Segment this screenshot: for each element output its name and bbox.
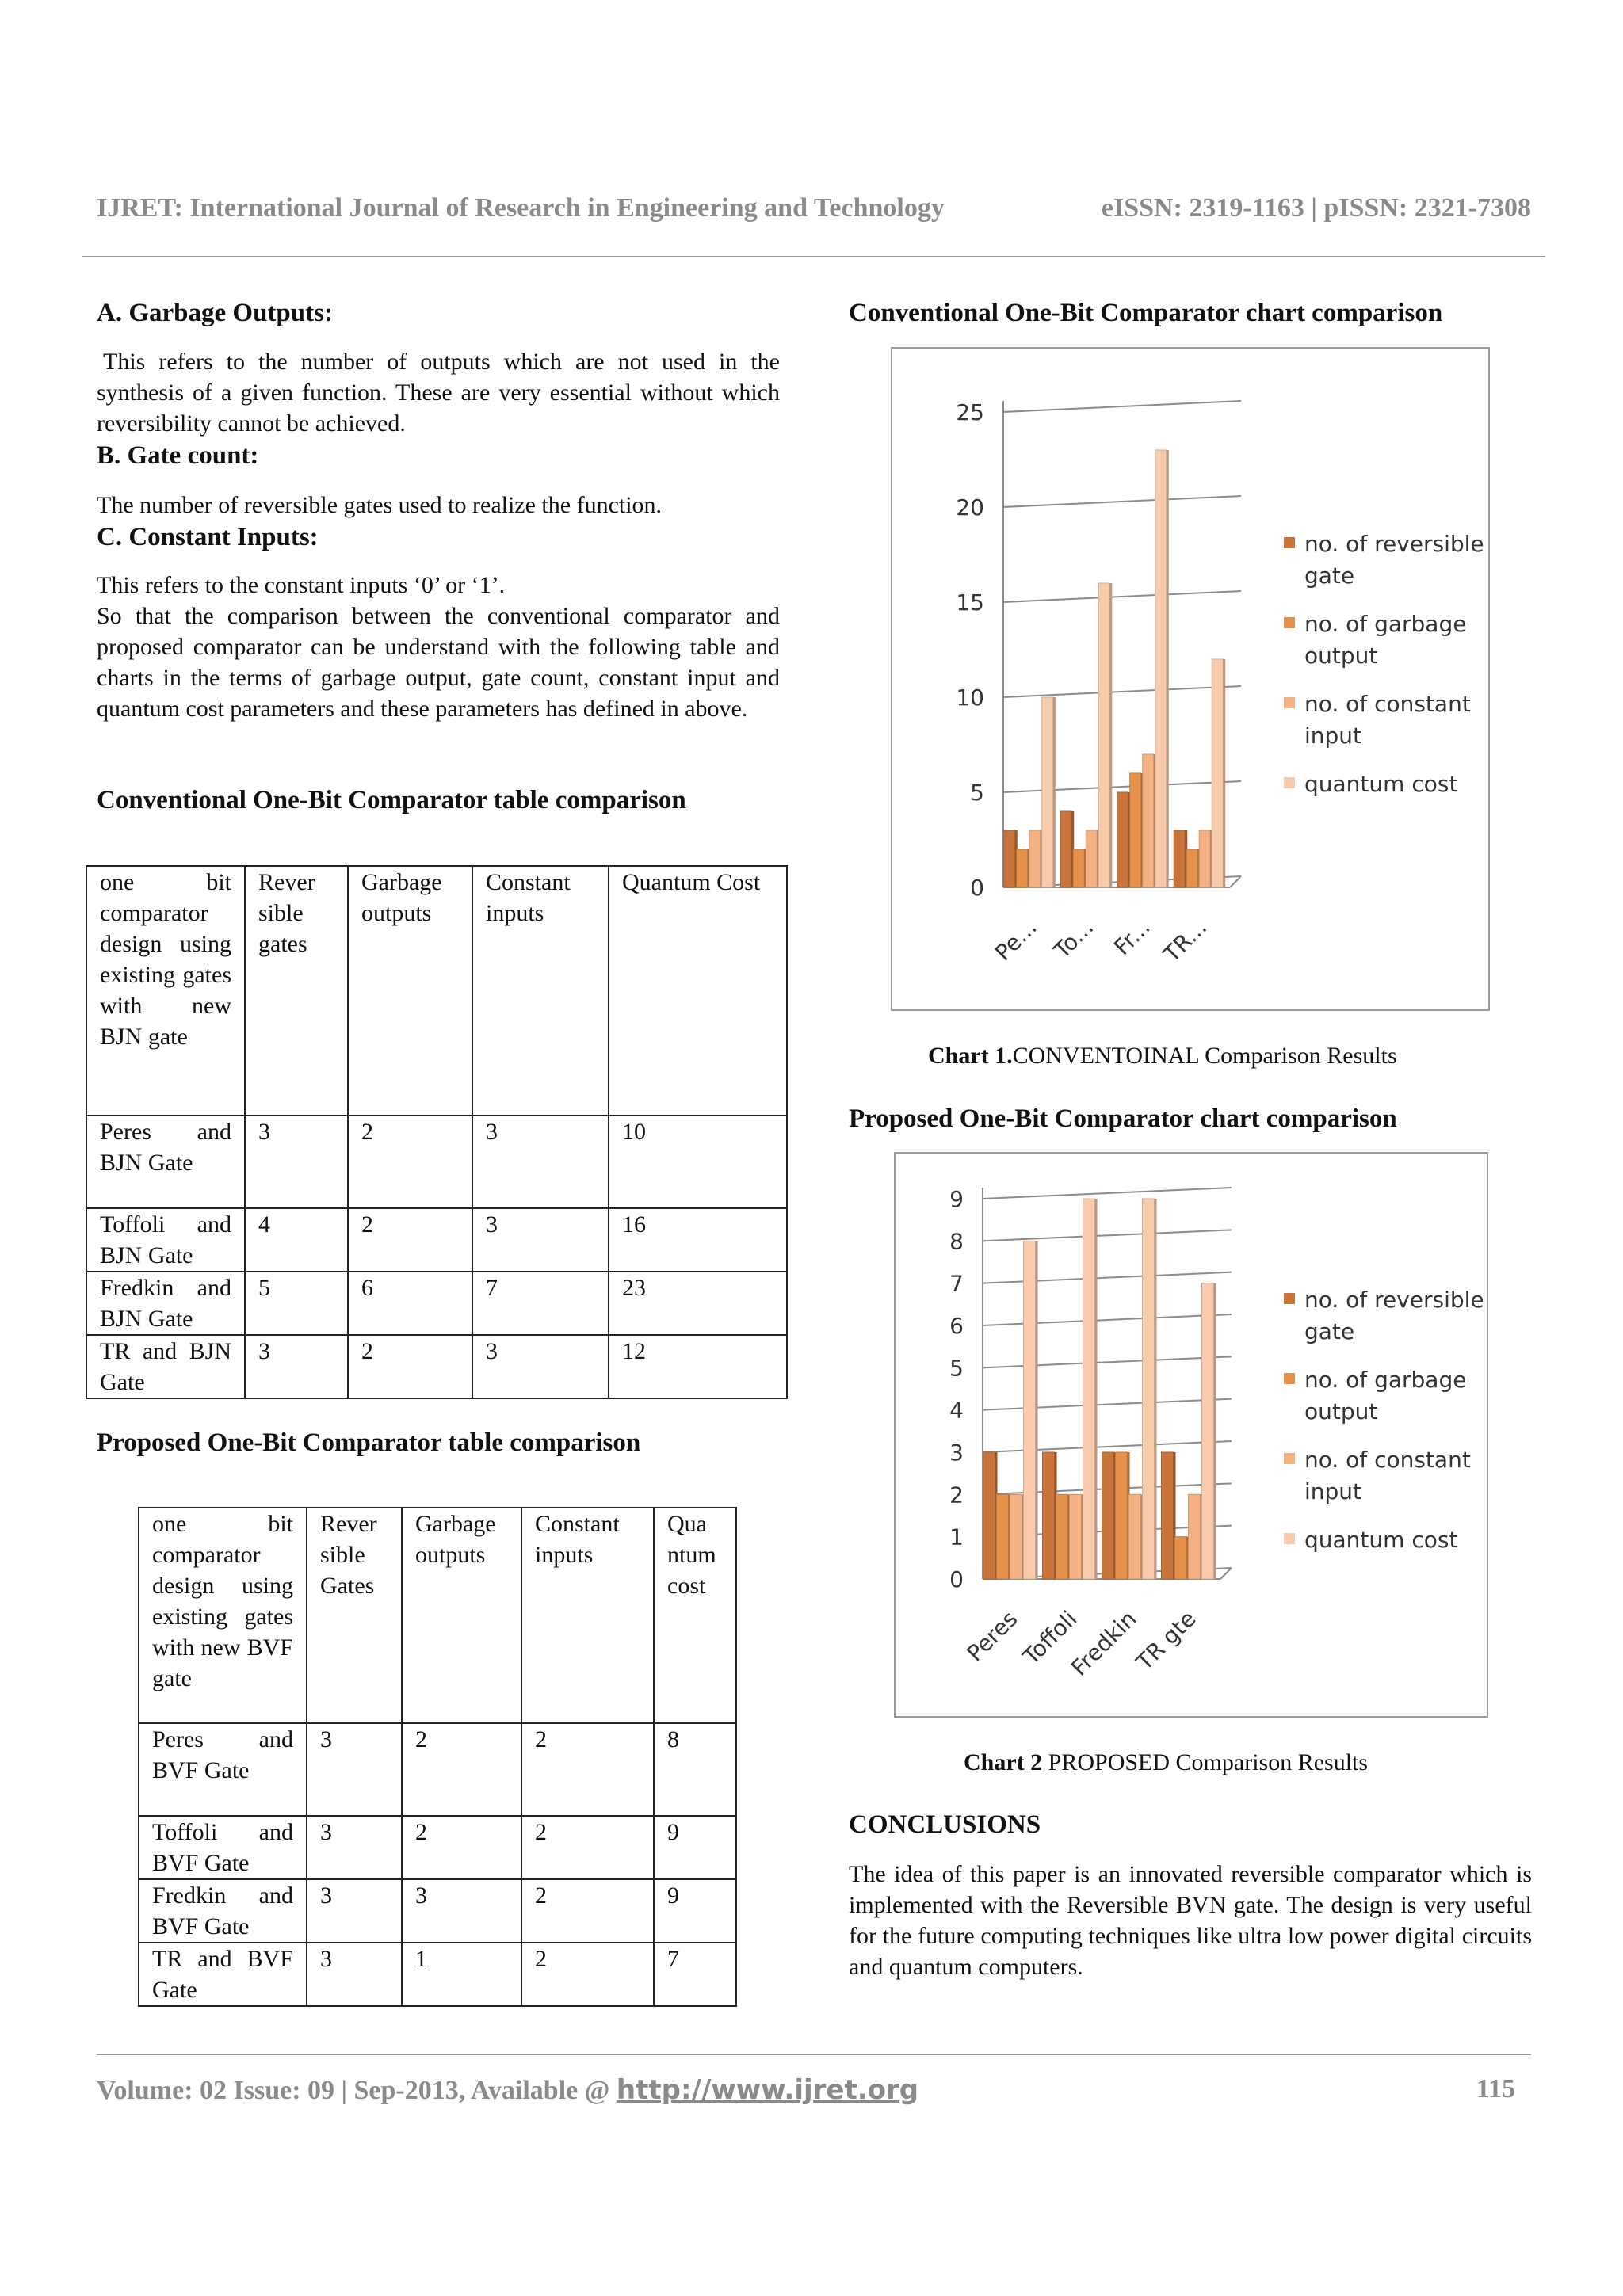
table-cell: 6: [348, 1272, 472, 1335]
table-header-cell: Garbage outputs: [348, 866, 472, 1116]
y-tick-label: 6: [949, 1313, 964, 1339]
table-cell: 9: [654, 1816, 736, 1879]
table-cell: 2: [348, 1116, 472, 1208]
table-cell: 3: [472, 1208, 609, 1272]
table-header-cell: Quantum Cost: [609, 866, 787, 1116]
table-row: [86, 1335, 787, 1398]
table-cell: 5: [245, 1272, 348, 1335]
y-tick-label: 5: [970, 780, 984, 806]
legend-swatch: [1284, 1293, 1295, 1304]
chart1-caption-text: CONVENTOINAL Comparison Results: [1012, 1043, 1397, 1069]
chart1-svg: [892, 349, 1488, 1009]
bar: [1086, 830, 1097, 887]
conclusions-text: The idea of this paper is an innovated reversible comparator which is implemented with the Reversible BVN gate. The design is very useful for the future computing techniques like ultra low power digital circuits and quantum computers.: [849, 1861, 1532, 1980]
table-cell: Toffoli and BJN Gate: [86, 1208, 245, 1272]
table-cell: 4: [245, 1208, 348, 1272]
chart1-caption-label: Chart 1.: [928, 1043, 1013, 1069]
table-cell: 2: [521, 1723, 654, 1816]
legend-label: quantum cost: [1304, 771, 1458, 797]
journal-issn: eISSN: 2319-1163 | pISSN: 2321-7308: [1101, 193, 1531, 223]
gridline: [983, 1441, 1232, 1452]
bar-side: [1053, 697, 1056, 887]
bar: [1017, 849, 1028, 887]
gridline: [1003, 496, 1241, 507]
footer-volume: [97, 2074, 918, 2106]
bar: [1162, 1452, 1174, 1579]
legend-swatch: [1284, 1453, 1295, 1464]
gridline: [983, 1356, 1232, 1367]
gridline: [1003, 781, 1241, 792]
table-cell: 2: [521, 1879, 654, 1943]
x-tick-label: Fr...: [1109, 913, 1155, 961]
chart1-title: Conventional One-Bit Comparator chart comparison: [849, 299, 1443, 327]
proposed-table: [138, 1507, 737, 2007]
conventional-table: [86, 865, 788, 1399]
table-header-cell: Rever sible Gates: [307, 1508, 402, 1723]
legend-label: output: [1304, 643, 1378, 669]
table-cell: 1: [402, 1943, 521, 2006]
table-row: [86, 1272, 787, 1335]
bar: [1186, 849, 1197, 887]
section-c-text-1: This refers to the constant inputs ‘0’ or ‘1’.: [97, 572, 506, 598]
x-tick-label: TR...: [1158, 913, 1212, 967]
gridline: [1003, 686, 1241, 697]
table-cell: 3: [307, 1816, 402, 1879]
table-cell: 2: [521, 1943, 654, 2006]
conclusions-title: CONCLUSIONS: [849, 1810, 1041, 1839]
table-cell: Toffoli and BVF Gate: [139, 1816, 307, 1879]
chart2-title: Proposed One-Bit Comparator chart comparison: [849, 1104, 1397, 1133]
footer-rule: [97, 2054, 1531, 2055]
x-tick-label: Toffoli: [1018, 1605, 1083, 1670]
table-row: [86, 1116, 787, 1208]
bar: [1042, 697, 1053, 887]
y-tick-label: 10: [956, 685, 984, 711]
legend-swatch: [1284, 537, 1295, 548]
journal-link[interactable]: http://www.ijret.org: [616, 2074, 919, 2106]
legend-label: no. of constant: [1304, 691, 1471, 717]
bar: [1098, 583, 1109, 887]
bar: [983, 1452, 995, 1579]
x-axis-depth: [1220, 1568, 1232, 1579]
bar: [1010, 1494, 1022, 1579]
page-number: 115: [1476, 2074, 1515, 2103]
x-tick-label: Peres: [961, 1605, 1023, 1667]
running-footer: [97, 2074, 1515, 2106]
section-b-text: The number of reversible gates used to realize the function.: [97, 492, 663, 518]
section-a-title: A. Garbage Outputs:: [97, 299, 333, 327]
bar: [1143, 754, 1154, 887]
bar: [1083, 1199, 1095, 1579]
table-header-cell: Constant inputs: [472, 866, 609, 1116]
table-cell: 2: [348, 1335, 472, 1398]
table-header-cell: Garbage outputs: [402, 1508, 521, 1723]
y-tick-label: 8: [949, 1228, 964, 1255]
y-tick-label: 3: [949, 1440, 964, 1466]
gridline: [1003, 401, 1241, 412]
table-header-row: [86, 866, 787, 1116]
bar: [1102, 1452, 1114, 1579]
bar: [1073, 849, 1084, 887]
bar: [1212, 659, 1223, 887]
table-cell: 12: [609, 1335, 787, 1398]
chart1-caption: [928, 1043, 1397, 1070]
x-tick-label: To...: [1048, 913, 1099, 964]
table-cell: Fredkin and BJN Gate: [86, 1272, 245, 1335]
bar-side: [1109, 583, 1112, 887]
table-header-row: [139, 1508, 736, 1723]
bar-side: [1167, 450, 1169, 887]
bar: [1199, 830, 1210, 887]
bar: [1029, 830, 1041, 887]
bar-side: [1223, 659, 1225, 887]
table-row: [139, 1943, 736, 2006]
legend-label: quantum cost: [1304, 1527, 1458, 1553]
table-cell: TR and BVF Gate: [139, 1943, 307, 2006]
table-row: [139, 1723, 736, 1816]
bar: [1155, 450, 1167, 887]
table-header-cell: Qua ntum cost: [654, 1508, 736, 1723]
table-row: [86, 1208, 787, 1272]
running-header: [97, 193, 1531, 223]
table-cell: 7: [472, 1272, 609, 1335]
legend-swatch: [1284, 617, 1295, 628]
table-cell: 23: [609, 1272, 787, 1335]
chart2-caption-text: PROPOSED Comparison Results: [1042, 1749, 1369, 1775]
table-cell: Peres and BJN Gate: [86, 1116, 245, 1208]
bar: [1202, 1283, 1214, 1579]
section-c-title: C. Constant Inputs:: [97, 523, 319, 551]
x-axis-depth: [1230, 876, 1241, 887]
y-tick-label: 4: [949, 1397, 964, 1424]
legend-label: gate: [1304, 1318, 1355, 1344]
legend-swatch: [1284, 1373, 1295, 1384]
chart2-frame: [894, 1152, 1488, 1718]
gridline: [983, 1188, 1232, 1199]
gridline: [983, 1314, 1232, 1325]
table-cell: 10: [609, 1116, 787, 1208]
table-cell: 3: [245, 1116, 348, 1208]
table-cell: 3: [307, 1943, 402, 2006]
table2-title: Proposed One-Bit Comparator table comparison: [97, 1428, 641, 1457]
bar: [1004, 830, 1015, 887]
y-tick-label: 25: [956, 399, 984, 425]
table-cell: 16: [609, 1208, 787, 1272]
y-tick-label: 15: [956, 589, 984, 616]
table-cell: 3: [307, 1723, 402, 1816]
table-header-cell: one bit comparator design using existing gates with new BJN gate: [86, 866, 245, 1116]
y-tick-label: 9: [949, 1186, 964, 1212]
gridline: [983, 1230, 1232, 1241]
table1-title: Conventional One-Bit Comparator table comparison: [97, 786, 686, 814]
bar: [1070, 1494, 1082, 1579]
legend-label: no. of garbage: [1304, 1367, 1467, 1393]
y-tick-label: 0: [949, 1566, 964, 1592]
chart2-svg: [896, 1154, 1487, 1716]
table-row: [139, 1879, 736, 1943]
bar-side: [1214, 1283, 1216, 1579]
table-cell: 3: [472, 1116, 609, 1208]
table-cell: 3: [472, 1335, 609, 1398]
section-c-text-2: So that the comparison between the conventional comparator and proposed comparator can be understand with the following table and charts in the terms of garbage output, gate count, constant input and quantum cost parameters and these parameters has defined in above.: [97, 603, 780, 722]
y-tick-label: 7: [949, 1270, 964, 1297]
chart2-caption: [964, 1749, 1368, 1776]
table-cell: Peres and BVF Gate: [139, 1723, 307, 1816]
legend-label: input: [1304, 1478, 1362, 1505]
section-b-title: B. Gate count:: [97, 441, 259, 470]
table-cell: 9: [654, 1879, 736, 1943]
bar: [1056, 1494, 1068, 1579]
bar: [1043, 1452, 1055, 1579]
y-tick-label: 5: [949, 1355, 964, 1382]
legend-label: no. of garbage: [1304, 611, 1467, 637]
y-tick-label: 20: [956, 494, 984, 521]
chart2-caption-label: Chart 2: [964, 1749, 1043, 1775]
x-tick-label: Pe...: [990, 913, 1042, 967]
table-cell: 3: [245, 1335, 348, 1398]
bar: [1175, 1537, 1187, 1579]
table-cell: 2: [402, 1816, 521, 1879]
legend-label: no. of constant: [1304, 1447, 1471, 1473]
bar: [1060, 811, 1071, 887]
bar: [1189, 1494, 1201, 1579]
chart1-frame: [891, 347, 1490, 1011]
table-cell: 2: [521, 1816, 654, 1879]
table-cell: 2: [348, 1208, 472, 1272]
bar-side: [1095, 1199, 1098, 1579]
table-header-cell: Rever sible gates: [245, 866, 348, 1116]
table-cell: 8: [654, 1723, 736, 1816]
footer-volume-text: Volume: 02 Issue: 09 | Sep-2013, Available @: [97, 2076, 617, 2105]
legend-label: no. of reversible: [1304, 531, 1484, 557]
y-tick-label: 1: [949, 1524, 964, 1550]
legend-swatch: [1284, 1533, 1295, 1544]
bar-side: [1036, 1241, 1038, 1579]
table-cell: 3: [402, 1879, 521, 1943]
table-header-cell: one bit comparator design using existing gates with new BVF gate: [139, 1508, 307, 1723]
header-rule: [82, 256, 1545, 257]
legend-label: input: [1304, 723, 1362, 749]
journal-name: IJRET: International Journal of Research in Engineering and Technology: [97, 193, 945, 223]
table-cell: 3: [307, 1879, 402, 1943]
bar: [1143, 1199, 1155, 1579]
legend-swatch: [1284, 697, 1295, 708]
section-a-text: This refers to the number of outputs which are not used in the synthesis of a given function. These are very essential without which reversibility cannot be achieved.: [97, 349, 780, 437]
table-row: [139, 1816, 736, 1879]
gridline: [983, 1272, 1232, 1283]
y-tick-label: 0: [970, 875, 984, 901]
bar: [1024, 1241, 1036, 1579]
legend-swatch: [1284, 777, 1295, 788]
gridline: [983, 1399, 1232, 1410]
bar: [997, 1494, 1009, 1579]
x-tick-label: Fredkin: [1066, 1605, 1142, 1681]
bar: [1174, 830, 1185, 887]
table-cell: TR and BJN Gate: [86, 1335, 245, 1398]
gridline: [1003, 591, 1241, 602]
bar: [1129, 1494, 1141, 1579]
x-tick-label: TR gte: [1131, 1605, 1201, 1676]
table-cell: 2: [402, 1723, 521, 1816]
legend-label: output: [1304, 1398, 1378, 1425]
bar-side: [1155, 1199, 1157, 1579]
table-cell: 7: [654, 1943, 736, 2006]
legend-label: gate: [1304, 563, 1355, 589]
bar: [1117, 792, 1128, 887]
y-tick-label: 2: [949, 1482, 964, 1508]
table-header-cell: Constant inputs: [521, 1508, 654, 1723]
bar: [1116, 1452, 1128, 1579]
table-cell: Fredkin and BVF Gate: [139, 1879, 307, 1943]
bar: [1130, 773, 1141, 887]
legend-label: no. of reversible: [1304, 1287, 1484, 1313]
